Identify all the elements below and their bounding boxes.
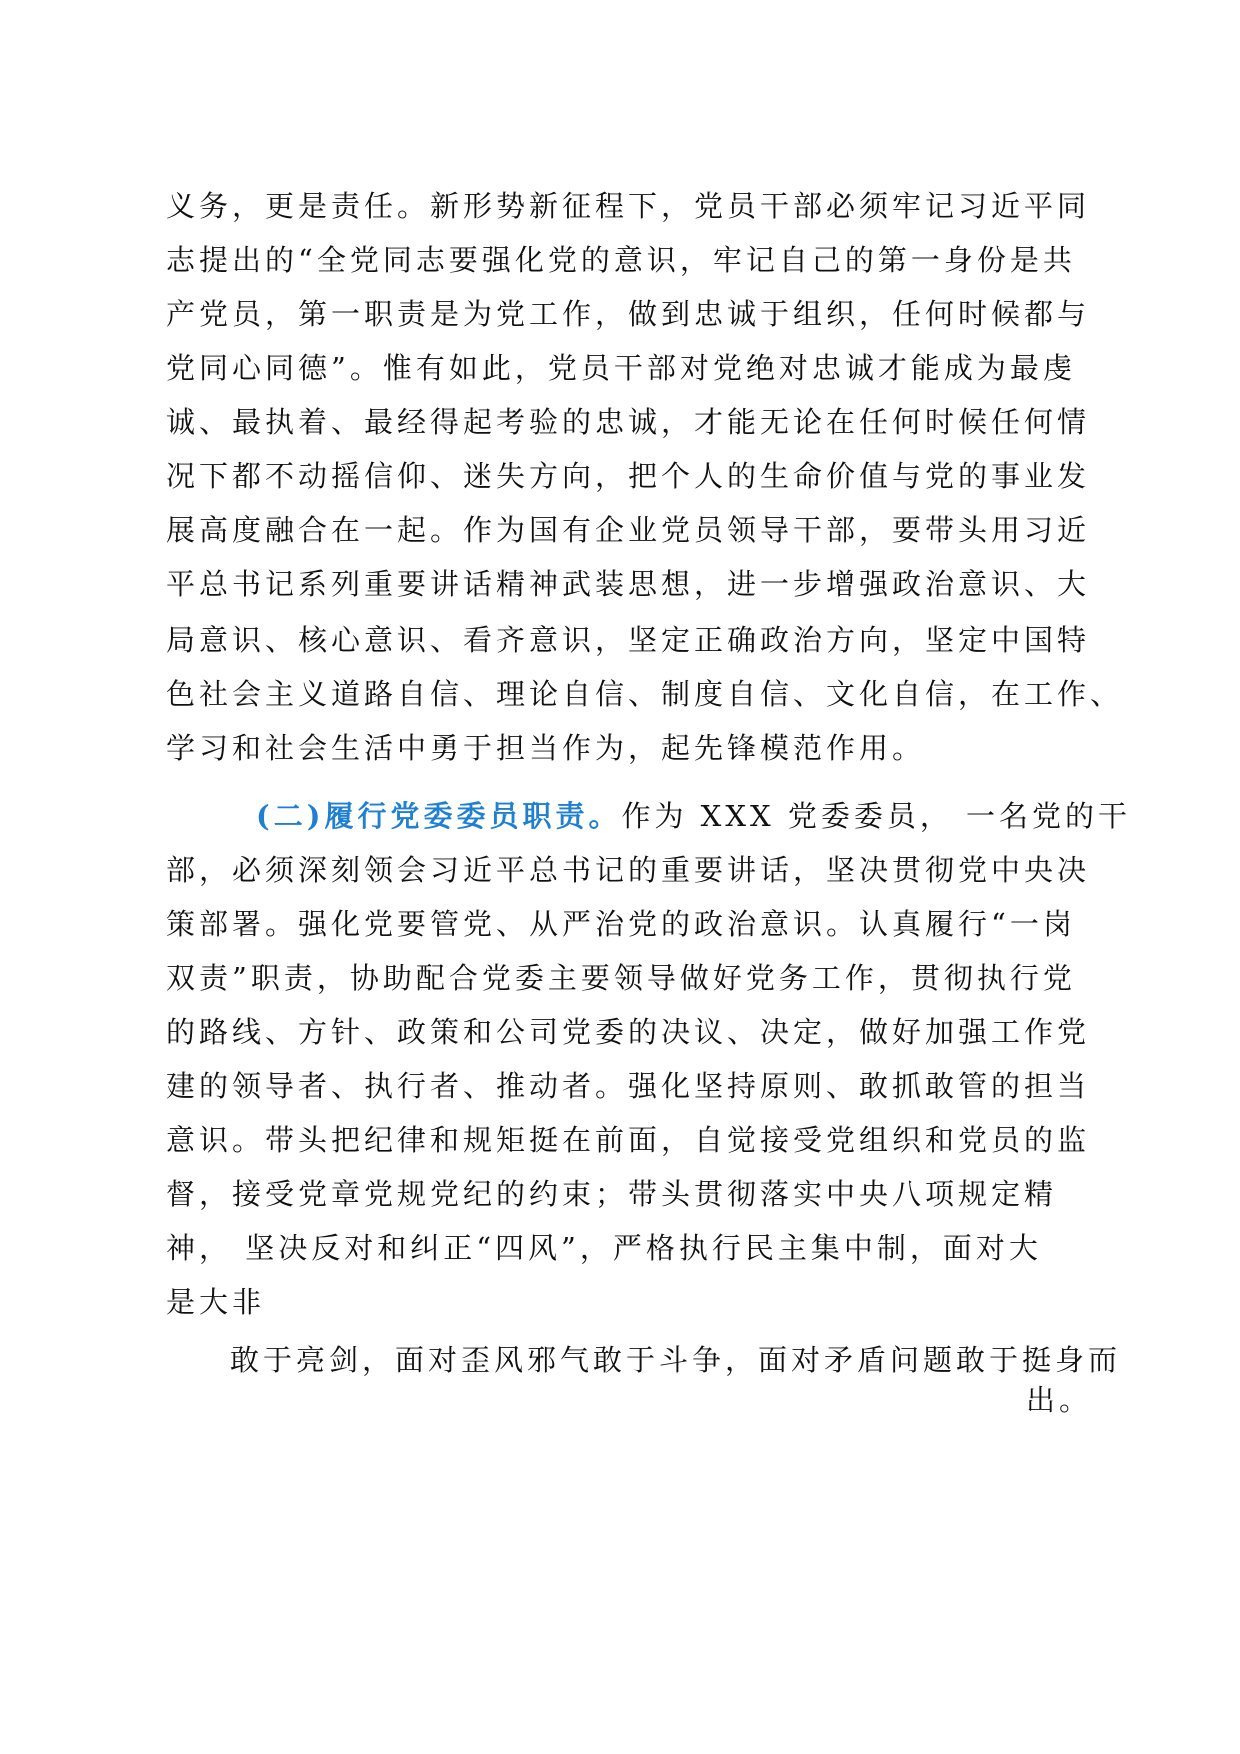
text-line: 党同心同德”。惟有如此，党员干部对党绝对忠诚才能成为最虔: [166, 351, 1076, 385]
section-heading: (二)履行党委委员职责。: [256, 799, 622, 833]
text-line: 双责”职责，协助配合党委主要领导做好党务工作，贯彻执行党: [166, 961, 1076, 995]
text-line: 神， 坚决反对和纠正“四风”，严格执行民主集中制，面对大: [166, 1231, 1042, 1265]
text-line: 平总书记系列重要讲话精神武装思想，进一步增强政治意识、大: [166, 567, 1091, 601]
text-line: 督，接受党章党规党纪的约束；带头贯彻落实中央八项规定精: [166, 1177, 1058, 1211]
text-line: 志提出的“全党同志要强化党的意识，牢记自己的第一身份是共: [166, 243, 1076, 277]
text-line: 部，必须深刻领会习近平总书记的重要讲话，坚决贯彻党中央决: [166, 853, 1091, 887]
text-line: 学习和社会生活中勇于担当作为，起先锋模范作用。: [166, 731, 926, 765]
text-line: 意识。带头把纪律和规矩挺在前面，自觉接受党组织和党员的监: [166, 1123, 1091, 1157]
text-line: 策部署。强化党要管党、从严治党的政治意识。认真履行“一岗: [166, 907, 1076, 941]
text-line: 是大非: [166, 1285, 266, 1319]
text-line: 敢于亮剑，面对歪风邪气敢于斗争，面对矛盾问题敢于挺身而: [230, 1343, 1122, 1377]
paragraph-2-first-line: [256, 796, 1131, 836]
text-line: 产党员，第一职责是为党工作，做到忠诚于组织，任何时候都与: [166, 297, 1091, 331]
text-line: 展高度融合在一起。作为国有企业党员领导干部，要带头用习近: [166, 513, 1091, 547]
text-line: 局意识、核心意识、看齐意识，坚定正确政治方向，坚定中国特: [166, 623, 1091, 657]
text-line: 诚、最执着、最经得起考验的忠诚，才能无论在任何时候任何情: [166, 405, 1091, 439]
text-span: 作为 XXX 党委委员， 一名党的干: [621, 799, 1132, 833]
text-line: 义务，更是责任。新形势新征程下，党员干部必须牢记习近平同: [166, 189, 1091, 223]
text-line: 的路线、方针、政策和公司党委的决议、决定，做好加强工作党: [166, 1015, 1091, 1049]
text-line: 色社会主义道路自信、理论自信、制度自信、文化自信，在工作、: [166, 677, 1124, 711]
text-line: 建的领导者、执行者、推动者。强化坚持原则、敢抓敢管的担当: [166, 1069, 1091, 1103]
text-line: 出。: [1026, 1383, 1093, 1417]
text-line: 况下都不动摇信仰、迷失方向，把个人的生命价值与党的事业发: [166, 459, 1091, 493]
